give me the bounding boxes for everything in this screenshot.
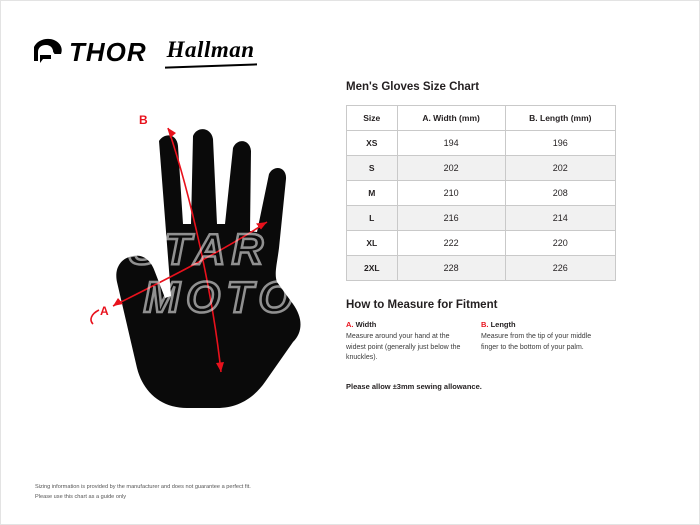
footer-line-2: Please use this chart as a guide only xyxy=(35,493,127,500)
hallman-wordmark: Hallman xyxy=(166,37,255,62)
sewing-allowance-note: Please allow ±3mm sewing allowance. xyxy=(346,381,482,391)
cell-length: 226 xyxy=(505,256,615,281)
cell-size: M xyxy=(347,181,398,206)
fitment-text: Measure from the tip of your middle finger to the bottom of your palm. xyxy=(481,333,592,351)
table-row xyxy=(347,131,616,156)
fitment-title: How to Measure for Fitment xyxy=(346,299,498,311)
table-header-row xyxy=(347,106,616,131)
thor-helmet-icon xyxy=(31,35,65,69)
fitment-name: Length xyxy=(488,320,516,329)
cell-size: 2XL xyxy=(347,256,398,281)
cell-width: 222 xyxy=(397,231,505,256)
cell-width: 228 xyxy=(397,256,505,281)
fitment-text: Measure around your hand at the widest point (generally just below the knuckles). xyxy=(346,333,461,361)
column-header-size: Size xyxy=(347,106,398,131)
cell-width: 202 xyxy=(397,156,505,181)
table-row xyxy=(347,156,616,181)
footer-disclaimer xyxy=(35,483,251,502)
fitment-letter: A. xyxy=(346,320,354,329)
chart-column xyxy=(346,81,666,391)
fitment-item-heading xyxy=(481,320,606,329)
cell-width: 210 xyxy=(397,181,505,206)
watermark-line2: MOTO xyxy=(143,273,299,322)
brand-header xyxy=(31,35,259,69)
cell-length: 214 xyxy=(505,206,615,231)
cell-width: 194 xyxy=(397,131,505,156)
cell-length: 202 xyxy=(505,156,615,181)
hallman-logo xyxy=(163,37,259,67)
thor-wordmark: THOR xyxy=(69,36,147,67)
cell-size: XS xyxy=(347,131,398,156)
cell-size: XL xyxy=(347,231,398,256)
fitment-item-heading xyxy=(346,320,471,329)
hallman-underline xyxy=(165,63,257,68)
fitment-letter: B. xyxy=(481,320,489,329)
cell-width: 216 xyxy=(397,206,505,231)
label-a: A xyxy=(100,304,109,318)
cell-length: 196 xyxy=(505,131,615,156)
label-b: B xyxy=(139,113,148,127)
glove-shape xyxy=(41,96,341,426)
column-header-width: A. Width (mm) xyxy=(397,106,505,131)
fitment-columns xyxy=(346,320,616,364)
table-row xyxy=(347,231,616,256)
footer-line-1: Sizing information is provided by the manufacturer and does not guarantee a perfect fit. xyxy=(35,484,251,490)
glove-illustration xyxy=(41,96,341,426)
table-row xyxy=(347,256,616,281)
fitment-item-length xyxy=(481,320,616,364)
fitment-name: Width xyxy=(353,320,377,329)
size-chart-table xyxy=(346,105,616,281)
column-header-length: B. Length (mm) xyxy=(505,106,615,131)
cell-size: S xyxy=(347,156,398,181)
thor-logo xyxy=(31,35,147,69)
chart-title: Men's Gloves Size Chart xyxy=(346,81,480,93)
table-row xyxy=(347,206,616,231)
cell-length: 220 xyxy=(505,231,615,256)
cell-length: 208 xyxy=(505,181,615,206)
watermark-line1: STAR xyxy=(128,225,270,274)
fitment-item-width xyxy=(346,320,481,364)
table-row xyxy=(347,181,616,206)
cell-size: L xyxy=(347,206,398,231)
